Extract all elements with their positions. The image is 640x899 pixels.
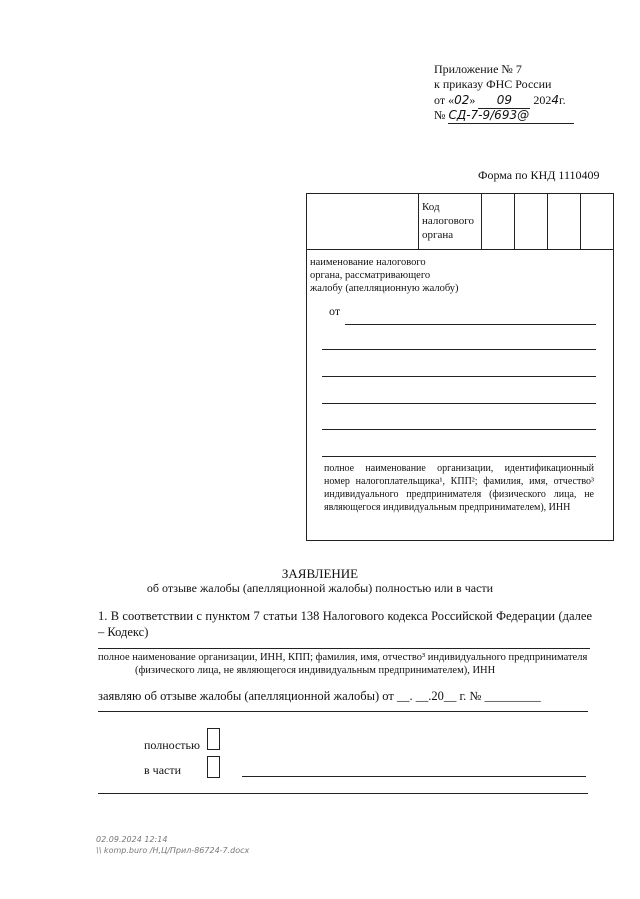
applicant-caption: полное наименование организации, идентификационный номер налогоплательщика¹, КПП²; фамилия, имя, отчество³ индивидуального предпринимателя (физического лица, не являющегося индивидуальным предпринимателем), ИНН (324, 463, 594, 513)
form-code: Форма по КНД 1110409 (478, 168, 600, 182)
date-year-digit: 4 (551, 93, 560, 107)
applicant-line-2[interactable] (322, 376, 596, 377)
file-path: \\ komp.buro /Н,Ц/Прил-86724-7.docx (96, 846, 250, 855)
bottom-fill-line[interactable] (98, 793, 588, 794)
declaration-line: заявляю об отзыве жалобы (апелляционной жалобы) от __. __.20__ г. № _________ (98, 689, 541, 703)
number-prefix: № (434, 108, 446, 122)
applicant-line-3[interactable] (322, 403, 596, 404)
code-label: Код налогового органа (422, 201, 474, 241)
order-line: к приказу ФНС России (434, 77, 552, 91)
caption-line-1: полное наименование организации, ИНН, КПП; фамилия, имя, отчество³ индивидуального предпринимателя (98, 652, 588, 663)
option-full-checkbox[interactable] (207, 728, 220, 750)
date-suffix: г. (559, 93, 566, 107)
order-date (434, 93, 566, 109)
caption-line-2: (физического лица, не являющегося индивидуальным предпринимателем), ИНН (135, 665, 496, 676)
from-label: от (329, 304, 341, 318)
date-year-prefix: 202 (533, 93, 552, 107)
date-month: 09 (478, 93, 530, 109)
code-cell-3[interactable] (547, 193, 548, 249)
from-line[interactable] (345, 324, 596, 325)
applicant-fill-line[interactable] (98, 648, 590, 649)
frame-divider (306, 249, 614, 250)
code-cell-4[interactable] (580, 193, 581, 249)
code-label-divider (418, 193, 419, 249)
authority-label: наименование налогового органа, рассматривающего жалобу (апелляционную жалобу) (310, 257, 459, 294)
applicant-line-5[interactable] (322, 456, 596, 457)
option-partial-label: в части (144, 763, 182, 777)
paragraph-1: 1. В соответствии с пунктом 7 статьи 138 Налогового кодекса Российской Федерации (далее – Кодекс) (98, 609, 592, 639)
appendix-label: Приложение № 7 (434, 62, 522, 76)
applicant-line-1[interactable] (322, 349, 596, 350)
number-value: СД-7-9/693@ (448, 108, 574, 124)
partial-fill-line[interactable] (242, 776, 586, 777)
option-partial-checkbox[interactable] (207, 756, 220, 778)
option-full-label: полностью (144, 738, 200, 752)
date-prefix: от « (434, 93, 455, 107)
code-cell-1[interactable] (481, 193, 482, 249)
print-timestamp: 02.09.2024 12:14 (96, 835, 168, 844)
code-cell-2[interactable] (514, 193, 515, 249)
document-title: ЗАЯВЛЕНИЕ (281, 566, 359, 581)
applicant-line-4[interactable] (322, 429, 596, 430)
document-subtitle: об отзыве жалобы (апелляционной жалобы) полностью или в части (146, 581, 494, 595)
date-mid: » (469, 93, 476, 107)
order-number (434, 108, 574, 124)
declaration-fill-line[interactable] (98, 711, 588, 712)
date-day: 02 (454, 93, 470, 107)
